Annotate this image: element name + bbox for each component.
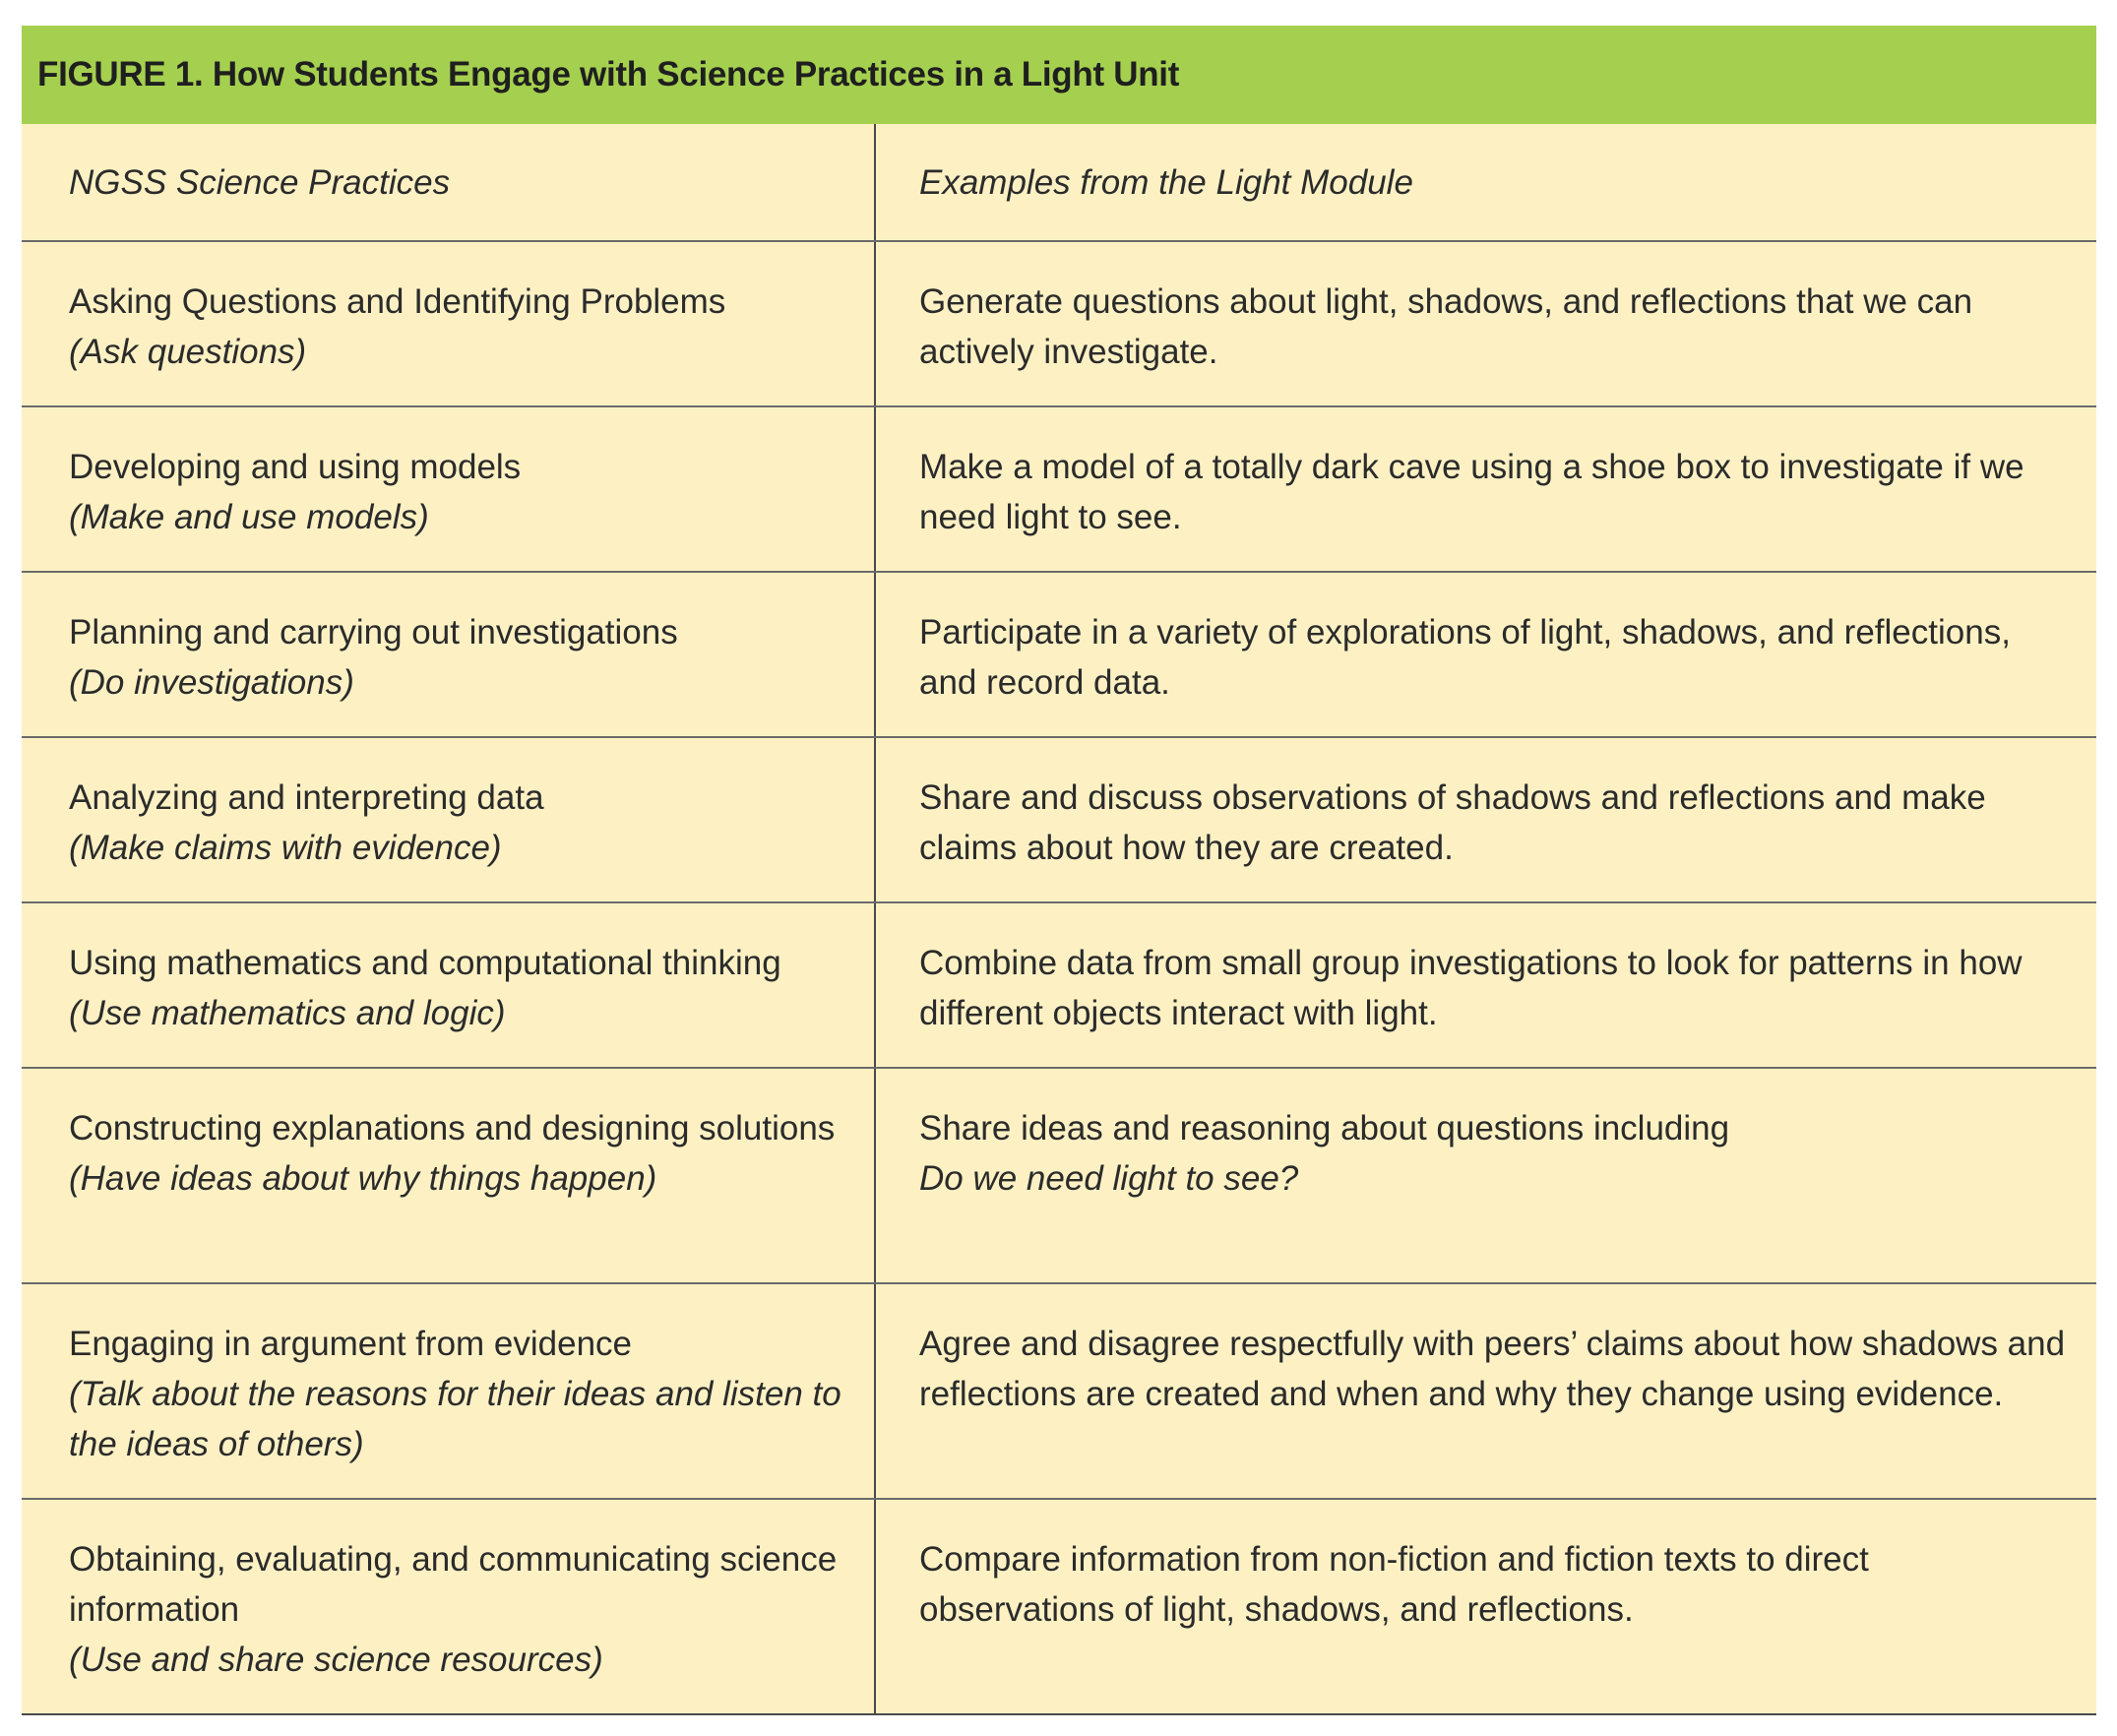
practice-name: Using mathematics and computational thinking xyxy=(69,944,781,982)
practice-name: Developing and using models xyxy=(69,448,522,486)
practice-cell xyxy=(22,902,875,1068)
practice-cell xyxy=(22,241,875,406)
table-row xyxy=(22,406,2096,572)
table-header-row xyxy=(22,124,2096,241)
practice-name: Obtaining, evaluating, and communicating science information xyxy=(69,1540,838,1629)
practice-cell xyxy=(22,1499,875,1714)
practice-cell xyxy=(22,1068,875,1283)
example-cell xyxy=(875,1283,2096,1499)
table-row xyxy=(22,902,2096,1068)
example-text: Generate questions about light, shadows, and reflections that we can actively investigate. xyxy=(919,282,1973,371)
practice-plain-language: (Talk about the reasons for their ideas and listen to the ideas of others) xyxy=(69,1375,841,1463)
example-text: Combine data from small group investigations to look for patterns in how different objects interact with light. xyxy=(919,944,2023,1032)
example-cell xyxy=(875,737,2096,902)
practice-cell xyxy=(22,737,875,902)
practice-plain-language: (Make and use models) xyxy=(69,498,429,536)
practice-cell xyxy=(22,1283,875,1499)
example-cell xyxy=(875,241,2096,406)
practice-cell xyxy=(22,572,875,737)
practice-plain-language: (Do investigations) xyxy=(69,663,354,702)
header-practices: NGSS Science Practices xyxy=(22,124,875,241)
example-text: Make a model of a totally dark cave using a shoe box to investigate if we need light to see. xyxy=(919,448,2024,536)
practices-table xyxy=(22,124,2096,1715)
practice-plain-language: (Use mathematics and logic) xyxy=(69,994,506,1032)
practice-cell xyxy=(22,406,875,572)
example-cell xyxy=(875,1068,2096,1283)
example-cell xyxy=(875,406,2096,572)
practice-plain-language: (Have ideas about why things happen) xyxy=(69,1159,657,1198)
example-cell xyxy=(875,902,2096,1068)
table-row xyxy=(22,241,2096,406)
table-row xyxy=(22,1068,2096,1283)
practice-plain-language: (Ask questions) xyxy=(69,333,307,371)
example-text: Share ideas and reasoning about questions including xyxy=(919,1109,1730,1147)
table-row xyxy=(22,1499,2096,1714)
practice-name: Planning and carrying out investigations xyxy=(69,613,678,651)
example-text: Share and discuss observations of shadows and reflections and make claims about how they are created. xyxy=(919,778,1986,867)
example-text: Compare information from non-fiction and fiction texts to direct observations of light, shadows, and reflections. xyxy=(919,1540,1869,1629)
header-examples: Examples from the Light Module xyxy=(875,124,2096,241)
table-row xyxy=(22,1283,2096,1499)
figure-1 xyxy=(22,26,2096,1714)
practice-plain-language: (Make claims with evidence) xyxy=(69,829,502,867)
example-question: Do we need light to see? xyxy=(919,1159,1299,1198)
table-row xyxy=(22,737,2096,902)
practice-name: Constructing explanations and designing solutions xyxy=(69,1109,836,1147)
example-text: Agree and disagree respectfully with peers’ claims about how shadows and reflections are created and when and why they change using evidence. xyxy=(919,1325,2066,1413)
practice-name: Engaging in argument from evidence xyxy=(69,1325,633,1363)
example-cell xyxy=(875,572,2096,737)
practice-name: Analyzing and interpreting data xyxy=(69,778,544,817)
practice-plain-language: (Use and share science resources) xyxy=(69,1641,603,1679)
practice-name: Asking Questions and Identifying Problems xyxy=(69,282,726,321)
example-cell xyxy=(875,1499,2096,1714)
table-row xyxy=(22,572,2096,737)
figure-title: FIGURE 1. How Students Engage with Science Practices in a Light Unit xyxy=(22,26,2096,124)
example-text: Participate in a variety of explorations of light, shadows, and reflections, and record data. xyxy=(919,613,2011,702)
